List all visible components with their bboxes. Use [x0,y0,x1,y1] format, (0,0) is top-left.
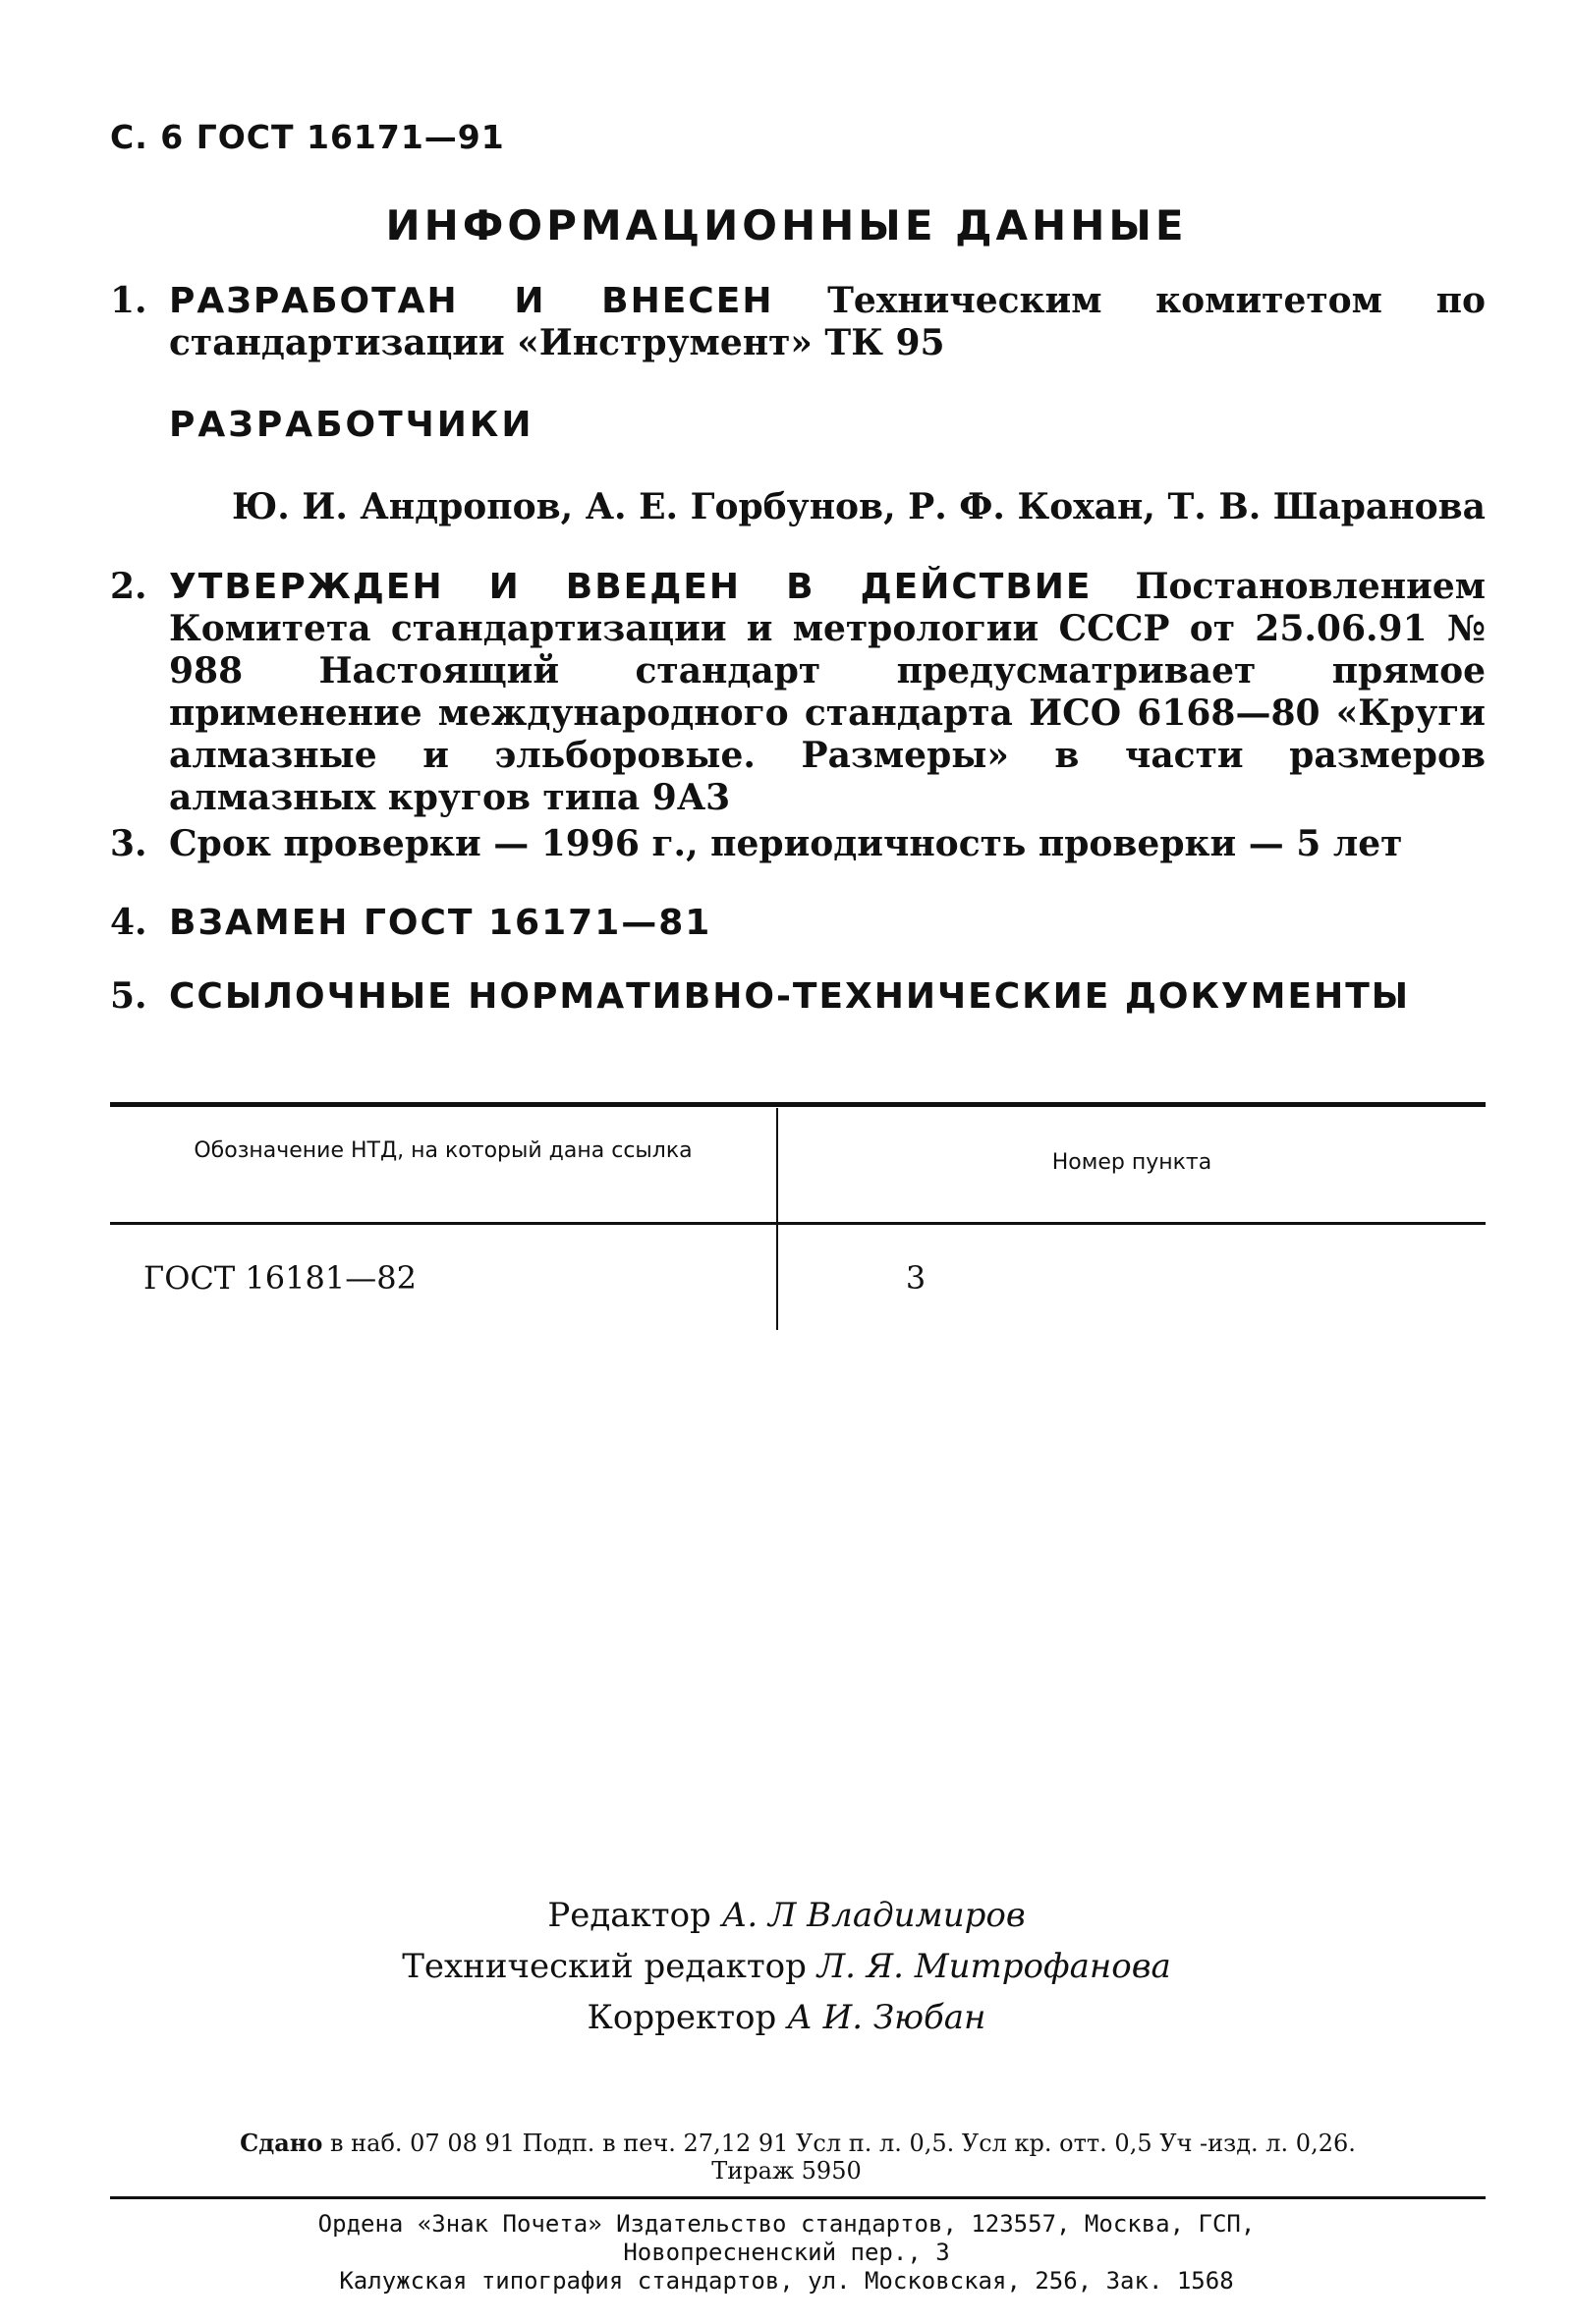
imprint-details: в наб. 07 08 91 Подп. в печ. 27,12 91 Усл п. л. 0,5. Усл кр. отт. 0,5 Уч -изд. л. 0,26. [330,2130,1356,2157]
page-header: С. 6 ГОСТ 16171—91 [110,118,505,156]
imprint-circulation: Тираж 5950 [711,2157,862,2185]
item-body [169,902,1486,944]
info-item-3 [110,823,1486,867]
item-body [169,975,1486,1018]
item-number: 2. [110,566,147,607]
item-text: Техническим комитетом по стандартизации «Инструмент» ТК 95 [169,280,1486,363]
table-header-clause: Номер пункта [1051,1150,1212,1175]
table-top-rule [110,1102,1486,1107]
item-lead: УТВЕРЖДЕН И ВВЕДЕН В ДЕЙСТВИЕ [169,567,1093,607]
publisher-line: Новопресненский пер., 3 [623,2239,950,2266]
imprint-rule [110,2196,1486,2199]
item-text: Постановлением Комитета стандартизации и метрологии СССР от 25.06.91 № 988 Настоящий стандарт предусматривает прямое применение международного стандарта ИСО 6168—80 «Круги алмазные и эльборовые. Размеры» в части размеров алмазных кругов типа 9А3 [169,566,1486,818]
item-body [169,280,1486,364]
item-number: 4. [110,902,147,943]
table-cell-designation: ГОСТ 16181—82 [143,1259,417,1297]
info-item-2 [110,566,1486,818]
table-column-divider [776,1108,778,1330]
developers-heading: РАЗРАБОТЧИКИ [169,405,534,445]
reference-table [110,1102,1486,1338]
credit-role: Редактор [547,1896,711,1935]
credit-editor [0,1890,1573,1941]
developers-names: Ю. И. Андропов, А. Е. Горбунов, Р. Ф. Кохан, Т. В. Шаранова [231,486,1486,527]
item-lead: ВЗАМЕН ГОСТ 16171—81 [169,903,712,943]
credit-role: Технический редактор [402,1947,807,1986]
item-body [169,566,1486,819]
info-item-4 [110,902,1486,946]
table-cell-clause: 3 [905,1259,927,1297]
publisher-info [0,2210,1573,2296]
credit-person: А. Л Владимиров [721,1896,1026,1935]
item-lead: РАЗРАБОТАН И ВНЕСЕН [169,281,774,321]
editorial-credits [0,1890,1573,2043]
credit-person: Л. Я. Митрофанова [816,1947,1171,1986]
item-number: 3. [110,823,147,864]
credit-role: Корректор [587,1998,777,2037]
item-number: 1. [110,280,147,321]
info-item-1 [110,280,1486,368]
credit-proofreader [0,1992,1573,2043]
imprint-line [110,2130,1486,2157]
publisher-line: Ордена «Знак Почета» Издательство стандартов, 123557, Москва, ГСП, [317,2210,1256,2238]
page-title: ИНФОРМАЦИОННЫЕ ДАННЫЕ [385,201,1188,249]
item-body [169,823,1486,865]
table-header-designation: Обозначение НТД, на который дана ссылка [194,1138,693,1163]
credit-tech-editor [0,1941,1573,1992]
item-number: 5. [110,975,147,1017]
info-item-5 [110,975,1486,1064]
item-lead: ССЫЛОЧНЫЕ НОРМАТИВНО-ТЕХНИЧЕСКИЕ ДОКУМЕНТЫ [169,976,1411,1017]
item-text: Срок проверки — 1996 г., периодичность проверки — 5 лет [169,823,1403,864]
imprint-submitted-label: Сдано [240,2129,323,2157]
credit-person: А И. Зюбан [787,1998,986,2037]
table-header-rule [110,1222,1486,1225]
publisher-line: Калужская типография стандартов, ул. Московская, 256, Зак. 1568 [339,2267,1234,2295]
